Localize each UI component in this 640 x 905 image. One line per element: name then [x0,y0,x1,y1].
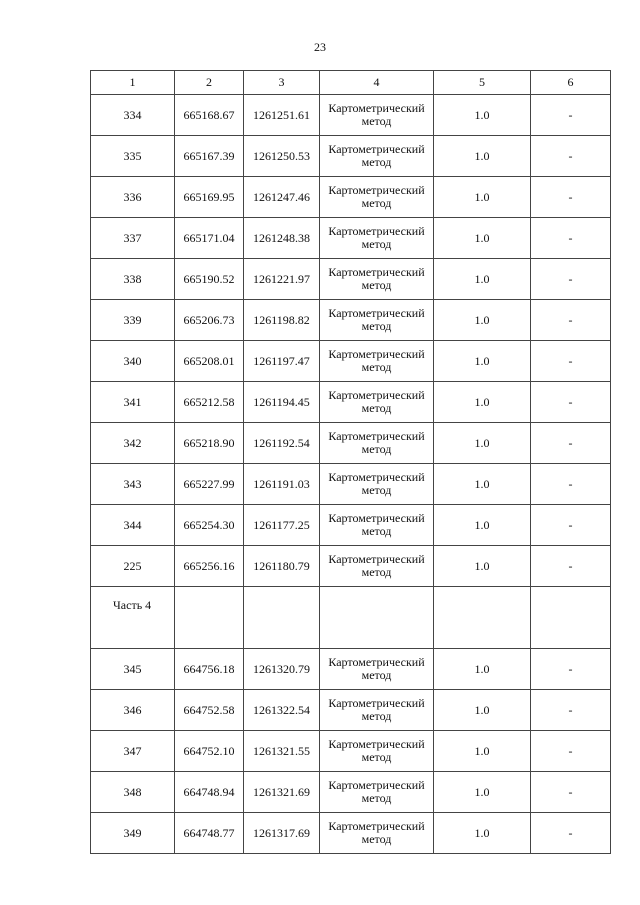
x-coordinate-cell: 664752.10 [175,731,244,772]
point-number-cell: 347 [91,731,175,772]
table-row [91,136,611,177]
empty-cell [531,587,611,649]
method-line-2: метод [361,750,392,764]
column-header-5: 5 [434,71,531,95]
method-line-1: Картометрический [328,552,425,566]
method-cell [320,772,434,813]
x-coordinate-cell: 665167.39 [175,136,244,177]
method-line-1: Картометрический [328,265,425,279]
accuracy-cell: 1.0 [434,813,531,854]
x-coordinate-cell: 665254.30 [175,505,244,546]
empty-cell [320,587,434,649]
method-line-2: метод [361,196,392,210]
table-row [91,772,611,813]
method-line-2: метод [361,319,392,333]
method-cell [320,382,434,423]
column-header-1: 1 [91,71,175,95]
method-line-2: метод [361,483,392,497]
accuracy-cell: 1.0 [434,690,531,731]
x-coordinate-cell: 665171.04 [175,218,244,259]
method-line-1: Картометрический [328,737,425,751]
table-header-row [91,71,611,95]
description-cell: - [531,136,611,177]
x-coordinate-cell: 664748.77 [175,813,244,854]
method-cell [320,731,434,772]
method-cell [320,546,434,587]
method-cell [320,813,434,854]
description-cell: - [531,423,611,464]
description-cell: - [531,690,611,731]
point-number-cell: 336 [91,177,175,218]
description-cell: - [531,300,611,341]
accuracy-cell: 1.0 [434,259,531,300]
table-row [91,649,611,690]
column-header-2: 2 [175,71,244,95]
y-coordinate-cell: 1261321.69 [244,772,320,813]
method-cell [320,218,434,259]
page-number: 23 [314,40,326,54]
method-cell [320,423,434,464]
method-line-2: метод [361,155,392,169]
accuracy-cell: 1.0 [434,546,531,587]
method-line-1: Картометрический [328,655,425,669]
method-line-1: Картометрический [328,429,425,443]
method-cell [320,341,434,382]
y-coordinate-cell: 1261247.46 [244,177,320,218]
method-line-1: Картометрический [328,696,425,710]
x-coordinate-cell: 665256.16 [175,546,244,587]
description-cell: - [531,772,611,813]
method-line-2: метод [361,114,392,128]
table-row [91,505,611,546]
method-line-1: Картометрический [328,142,425,156]
method-line-1: Картометрический [328,470,425,484]
y-coordinate-cell: 1261194.45 [244,382,320,423]
point-number-cell: 344 [91,505,175,546]
method-cell [320,300,434,341]
y-coordinate-cell: 1261321.55 [244,731,320,772]
column-header-6: 6 [531,71,611,95]
description-cell: - [531,341,611,382]
section-label: Часть 4 [91,587,175,649]
section-row [91,587,611,649]
empty-cell [244,587,320,649]
y-coordinate-cell: 1261250.53 [244,136,320,177]
point-number-cell: 341 [91,382,175,423]
method-line-2: метод [361,278,392,292]
column-header-3: 3 [244,71,320,95]
table-row [91,813,611,854]
accuracy-cell: 1.0 [434,341,531,382]
point-number-cell: 334 [91,95,175,136]
x-coordinate-cell: 664748.94 [175,772,244,813]
method-line-2: метод [361,791,392,805]
point-number-cell: 225 [91,546,175,587]
method-line-2: метод [361,237,392,251]
description-cell: - [531,177,611,218]
y-coordinate-cell: 1261320.79 [244,649,320,690]
accuracy-cell: 1.0 [434,382,531,423]
description-cell: - [531,464,611,505]
y-coordinate-cell: 1261177.25 [244,505,320,546]
x-coordinate-cell: 665190.52 [175,259,244,300]
method-line-1: Картометрический [328,183,425,197]
description-cell: - [531,218,611,259]
empty-cell [434,587,531,649]
method-line-1: Картометрический [328,778,425,792]
accuracy-cell: 1.0 [434,731,531,772]
accuracy-cell: 1.0 [434,423,531,464]
method-line-1: Картометрический [328,224,425,238]
table-row [91,300,611,341]
description-cell: - [531,259,611,300]
point-number-cell: 349 [91,813,175,854]
point-number-cell: 337 [91,218,175,259]
y-coordinate-cell: 1261221.97 [244,259,320,300]
table-row [91,95,611,136]
method-cell [320,649,434,690]
description-cell: - [531,95,611,136]
method-line-2: метод [361,360,392,374]
point-number-cell: 343 [91,464,175,505]
method-line-2: метод [361,709,392,723]
table-row [91,382,611,423]
y-coordinate-cell: 1261317.69 [244,813,320,854]
x-coordinate-cell: 664752.58 [175,690,244,731]
method-cell [320,259,434,300]
accuracy-cell: 1.0 [434,95,531,136]
accuracy-cell: 1.0 [434,649,531,690]
y-coordinate-cell: 1261192.54 [244,423,320,464]
accuracy-cell: 1.0 [434,177,531,218]
coordinates-table [90,70,611,854]
method-line-2: метод [361,524,392,538]
accuracy-cell: 1.0 [434,464,531,505]
x-coordinate-cell: 665227.99 [175,464,244,505]
point-number-cell: 340 [91,341,175,382]
y-coordinate-cell: 1261251.61 [244,95,320,136]
method-line-1: Картометрический [328,511,425,525]
accuracy-cell: 1.0 [434,218,531,259]
x-coordinate-cell: 665206.73 [175,300,244,341]
table-row [91,218,611,259]
empty-cell [175,587,244,649]
x-coordinate-cell: 665208.01 [175,341,244,382]
description-cell: - [531,813,611,854]
point-number-cell: 348 [91,772,175,813]
point-number-cell: 335 [91,136,175,177]
table-row [91,464,611,505]
x-coordinate-cell: 665169.95 [175,177,244,218]
description-cell: - [531,546,611,587]
table-row [91,177,611,218]
method-cell [320,464,434,505]
x-coordinate-cell: 665168.67 [175,95,244,136]
y-coordinate-cell: 1261191.03 [244,464,320,505]
method-cell [320,505,434,546]
method-line-2: метод [361,832,392,846]
method-line-1: Картометрический [328,101,425,115]
table-row [91,423,611,464]
table-row [91,546,611,587]
column-header-4: 4 [320,71,434,95]
description-cell: - [531,382,611,423]
accuracy-cell: 1.0 [434,136,531,177]
method-line-2: метод [361,565,392,579]
method-line-2: метод [361,442,392,456]
y-coordinate-cell: 1261322.54 [244,690,320,731]
x-coordinate-cell: 665218.90 [175,423,244,464]
method-cell [320,690,434,731]
accuracy-cell: 1.0 [434,505,531,546]
point-number-cell: 339 [91,300,175,341]
method-line-1: Картометрический [328,306,425,320]
point-number-cell: 338 [91,259,175,300]
y-coordinate-cell: 1261180.79 [244,546,320,587]
table-row [91,690,611,731]
point-number-cell: 345 [91,649,175,690]
method-line-1: Картометрический [328,819,425,833]
method-line-1: Картометрический [328,347,425,361]
accuracy-cell: 1.0 [434,772,531,813]
method-line-1: Картометрический [328,388,425,402]
point-number-cell: 342 [91,423,175,464]
method-line-2: метод [361,401,392,415]
description-cell: - [531,731,611,772]
method-cell [320,177,434,218]
table-row [91,341,611,382]
x-coordinate-cell: 664756.18 [175,649,244,690]
table-row [91,259,611,300]
description-cell: - [531,649,611,690]
x-coordinate-cell: 665212.58 [175,382,244,423]
table-body [91,95,611,854]
table-row [91,731,611,772]
method-cell [320,95,434,136]
y-coordinate-cell: 1261248.38 [244,218,320,259]
method-line-2: метод [361,668,392,682]
method-cell [320,136,434,177]
description-cell: - [531,505,611,546]
y-coordinate-cell: 1261197.47 [244,341,320,382]
y-coordinate-cell: 1261198.82 [244,300,320,341]
point-number-cell: 346 [91,690,175,731]
accuracy-cell: 1.0 [434,300,531,341]
